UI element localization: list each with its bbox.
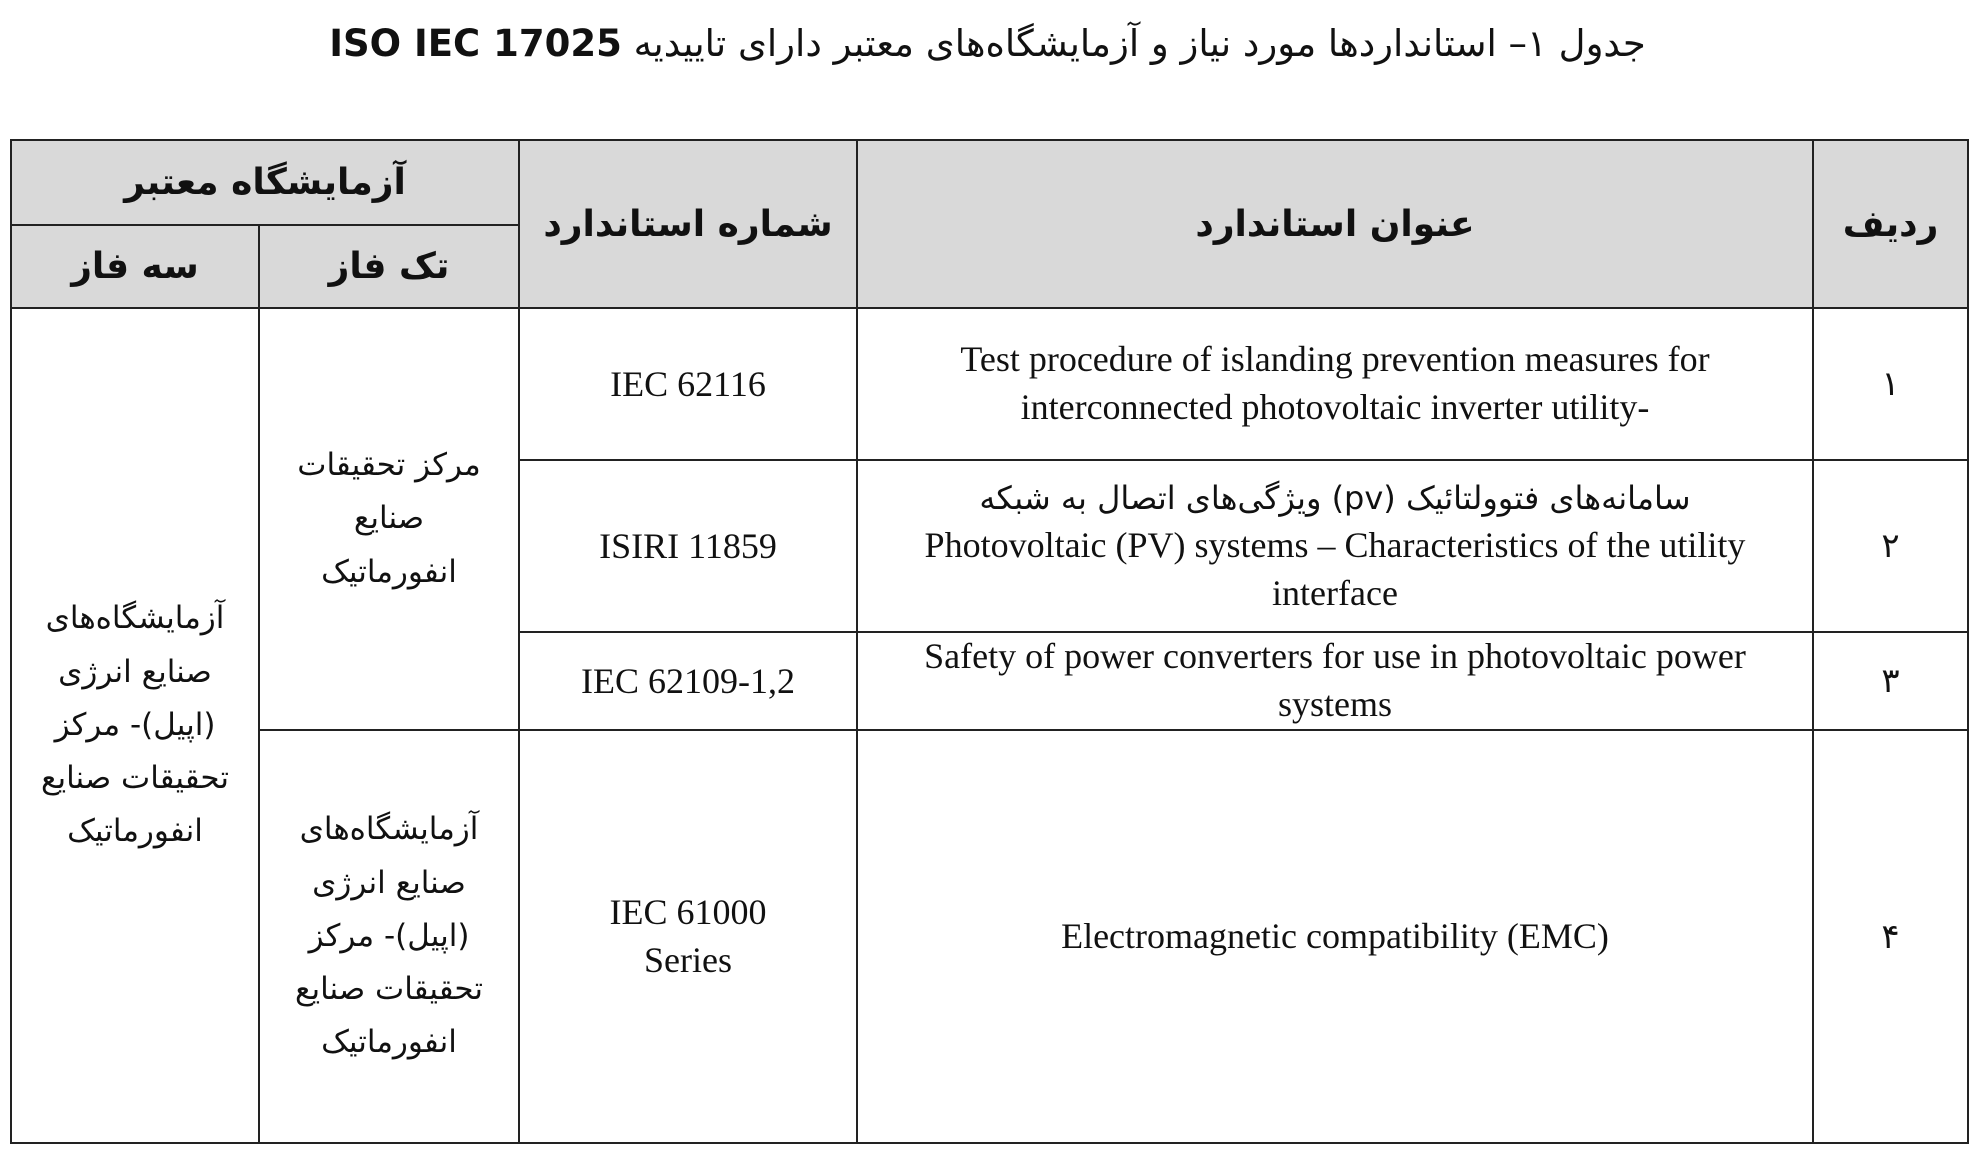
single-phase-lab bbox=[259, 730, 519, 1143]
header-row bbox=[11, 140, 1968, 225]
row-number: ۱ bbox=[1813, 308, 1968, 460]
single-phase-lab bbox=[259, 308, 519, 730]
table-row bbox=[11, 308, 1968, 460]
standard-number: IEC 62116 bbox=[519, 308, 857, 460]
standard-number-text: IEC 61000 Series bbox=[609, 891, 767, 980]
standard-title bbox=[857, 460, 1813, 632]
header-three-phase: سه فاز bbox=[11, 225, 259, 308]
three-phase-lab bbox=[11, 308, 259, 1143]
standard-title-en: Photovoltaic (PV) systems – Characteristics of the utility interface bbox=[924, 525, 1746, 613]
header-row-no: ردیف bbox=[1813, 140, 1968, 308]
caption-text: جدول ۱– استانداردها مورد نیاز و آزمایشگاه‌های معتبر دارای تاییدیه bbox=[633, 22, 1646, 65]
table-caption bbox=[0, 22, 1975, 65]
standard-title: Test procedure of islanding prevention measures for interconnected photovoltaic inverter utility- bbox=[857, 308, 1813, 460]
standard-title: Electromagnetic compatibility (EMC) bbox=[857, 730, 1813, 1143]
standard-title-fa: سامانه‌های فتوولتائیک (pv) ویژگی‌های اتصال به شبکه bbox=[979, 479, 1691, 518]
single-phase-lab-text: آزمایشگاه‌های صنایع انرژی (اپیل)- مرکز تحقیقات صنایع انفورماتیک bbox=[294, 811, 484, 1061]
table-row bbox=[11, 730, 1968, 1143]
standard-number: IEC 62109-1,2 bbox=[519, 632, 857, 730]
header-single-phase: تک فاز bbox=[259, 225, 519, 308]
standard-title: Safety of power converters for use in photovoltaic power systems bbox=[857, 632, 1813, 730]
standard-number: ISIRI 11859 bbox=[519, 460, 857, 632]
header-number: شماره استاندارد bbox=[519, 140, 857, 308]
standards-table bbox=[10, 139, 1969, 1144]
caption-standard: ISO IEC 17025 bbox=[329, 22, 622, 65]
three-phase-lab-text: آزمایشگاه‌های صنایع انرژی (اپیل)- مرکز تحقیقات صنایع انفورماتیک bbox=[40, 600, 230, 850]
header-lab: آزمایشگاه معتبر bbox=[11, 140, 519, 225]
row-number: ۲ bbox=[1813, 460, 1968, 632]
header-title: عنوان استاندارد bbox=[857, 140, 1813, 308]
single-phase-lab-text: مرکز تحقیقات صنایع انفورماتیک bbox=[297, 447, 481, 590]
standard-number bbox=[519, 730, 857, 1143]
row-number: ۴ bbox=[1813, 730, 1968, 1143]
row-number: ۳ bbox=[1813, 632, 1968, 730]
